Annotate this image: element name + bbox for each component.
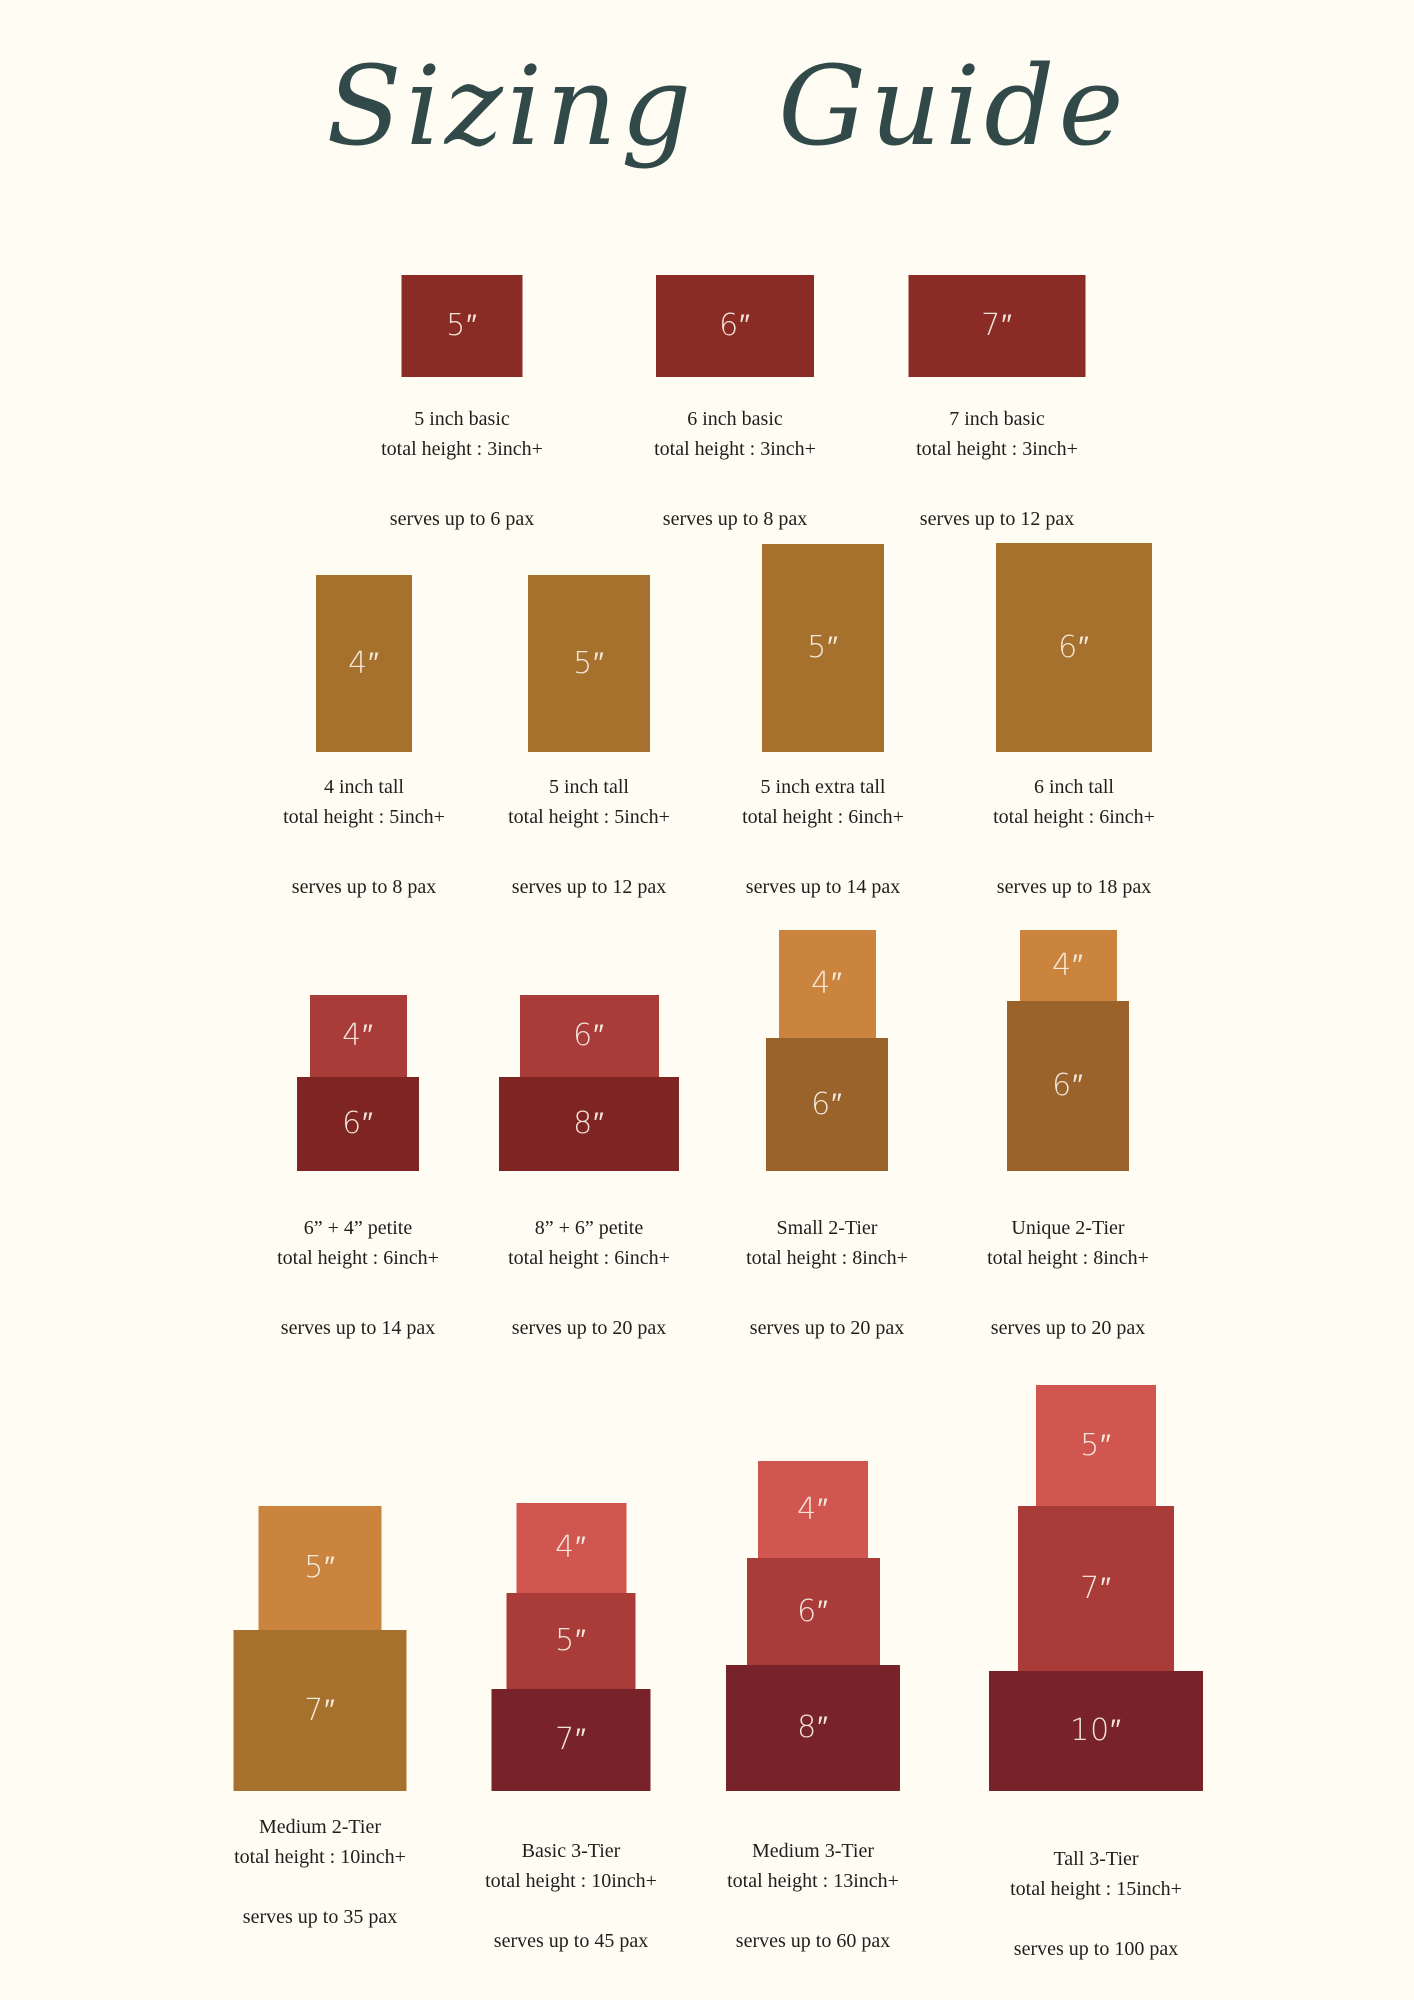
cake-name: 6 inch tall: [1034, 776, 1114, 798]
cake-name: 8” + 6” petite: [534, 1217, 644, 1239]
cake-5-inch-tall: [528, 575, 650, 752]
cake-tall-3-tier: [989, 1385, 1203, 1791]
cake-total-height: total height : 15inch+: [1010, 1878, 1182, 1900]
tier-size-label: 5″: [304, 1550, 336, 1585]
cake-serves: serves up to 18 pax: [996, 876, 1152, 898]
tier-size-label: 6″: [573, 1018, 605, 1053]
tier-size-label: 6″: [719, 308, 751, 343]
tier-size-label: 7″: [555, 1722, 587, 1757]
cake-name: Medium 3-Tier: [751, 1840, 875, 1862]
cake-total-height: total height : 3inch+: [381, 438, 543, 460]
tier-size-label: 5″: [807, 630, 839, 665]
cake-total-height: total height : 5inch+: [508, 806, 670, 828]
cake-serves: serves up to 12 pax: [919, 508, 1075, 530]
cake-total-height: total height : 3inch+: [654, 438, 816, 460]
tier-size-label: 6″: [797, 1593, 829, 1629]
cake-tier: [507, 1593, 636, 1689]
cake-tier: [297, 1077, 419, 1171]
cake-tier: [259, 1506, 382, 1630]
cake-serves: serves up to 8 pax: [662, 508, 808, 530]
cake-tier: [402, 275, 523, 377]
tier-size-label: 5″: [555, 1623, 587, 1658]
cake-serves: serves up to 60 pax: [735, 1930, 891, 1952]
cake-unique-2-tier: [1007, 930, 1129, 1171]
tier-size-label: 10″: [1070, 1713, 1122, 1748]
caption-6-inch-tall: [904, 772, 1244, 902]
cake-tier: [310, 995, 407, 1077]
cake-medium-2-tier: [234, 1506, 407, 1791]
tier-size-label: 5″: [1080, 1427, 1112, 1463]
cake-name: 6” + 4” petite: [303, 1217, 413, 1239]
cake-tier: [1007, 1001, 1129, 1171]
cake-tier: [766, 1038, 888, 1171]
cake-total-height: total height : 13inch+: [727, 1870, 899, 1892]
tier-size-label: 7″: [981, 308, 1013, 343]
cake-total-height: total height : 8inch+: [746, 1247, 908, 1269]
tier-size-label: 7″: [1080, 1570, 1112, 1606]
cake-total-height: total height : 6inch+: [993, 806, 1155, 828]
cake-medium-3-tier: [726, 1461, 900, 1791]
page-title: Sizing Guide: [326, 42, 1128, 170]
cake-tier: [234, 1630, 407, 1791]
tier-size-label: 4″: [555, 1530, 587, 1565]
cake-total-height: total height : 10inch+: [485, 1870, 657, 1892]
cake-tier: [520, 995, 659, 1077]
cake-serves: serves up to 14 pax: [280, 1317, 436, 1339]
cake-name: 4 inch tall: [324, 776, 404, 798]
cake-serves: serves up to 100 pax: [1013, 1938, 1179, 1960]
cake-total-height: total height : 6inch+: [277, 1247, 439, 1269]
tier-size-label: 4″: [348, 645, 380, 681]
cake-serves: serves up to 20 pax: [511, 1317, 667, 1339]
cake-total-height: total height : 3inch+: [916, 438, 1078, 460]
cake-tier: [726, 1665, 900, 1791]
cake-name: 6 inch basic: [687, 408, 783, 430]
tier-size-label: 4″: [797, 1491, 829, 1527]
cake-5-inch-extra-tall: [762, 544, 884, 752]
tier-size-label: 6″: [1052, 1068, 1084, 1103]
cake-total-height: total height : 5inch+: [283, 806, 445, 828]
tier-size-label: 8″: [797, 1710, 829, 1745]
cake-total-height: total height : 6inch+: [742, 806, 904, 828]
cake-tier: [1018, 1506, 1174, 1671]
cake-tier: [909, 275, 1086, 377]
cake-serves: serves up to 20 pax: [749, 1317, 905, 1339]
tier-size-label: 6″: [811, 1086, 843, 1122]
cake-tier: [779, 930, 876, 1038]
caption-7-inch-basic: [827, 404, 1167, 534]
cake-4-inch-tall: [316, 575, 412, 752]
cake-name: Tall 3-Tier: [1053, 1848, 1139, 1870]
cake-tier: [996, 543, 1152, 752]
cake-tier: [758, 1461, 868, 1558]
cake-serves: serves up to 45 pax: [493, 1930, 649, 1952]
cake-name: 5 inch tall: [549, 776, 629, 798]
cake-tier: [656, 275, 814, 377]
cake-tier: [528, 575, 650, 752]
cake-name: Small 2-Tier: [776, 1217, 878, 1239]
cake-tier: [989, 1671, 1203, 1791]
cake-8-6-petite: [499, 995, 679, 1171]
cake-serves: serves up to 12 pax: [511, 876, 667, 898]
cake-7-inch-basic: [909, 275, 1086, 377]
cake-tier: [762, 544, 884, 752]
caption-tall-3-tier: [926, 1844, 1266, 1964]
tier-size-label: 6″: [1058, 629, 1090, 665]
tier-size-label: 7″: [304, 1692, 336, 1728]
cake-tier: [316, 575, 412, 752]
tier-size-label: 4″: [1052, 947, 1084, 983]
cake-5-inch-basic: [402, 275, 523, 377]
cake-tier: [499, 1077, 679, 1171]
cake-serves: serves up to 8 pax: [291, 876, 437, 898]
cake-total-height: total height : 10inch+: [234, 1846, 406, 1868]
cake-serves: serves up to 14 pax: [745, 876, 901, 898]
tier-size-label: 4″: [342, 1018, 374, 1053]
cake-6-inch-basic: [656, 275, 814, 377]
cake-tier: [1036, 1385, 1156, 1506]
cake-tier: [516, 1503, 626, 1593]
cake-name: 7 inch basic: [949, 408, 1045, 430]
tier-size-label: 4″: [811, 966, 843, 1001]
cake-6-inch-tall: [996, 543, 1152, 752]
cake-name: Medium 2-Tier: [258, 1816, 382, 1838]
cake-tier: [1020, 930, 1117, 1001]
cake-small-2-tier: [766, 930, 888, 1171]
caption-unique-2-tier: [898, 1213, 1238, 1343]
cake-serves: serves up to 6 pax: [389, 508, 535, 530]
cake-total-height: total height : 8inch+: [987, 1247, 1149, 1269]
cake-serves: serves up to 35 pax: [242, 1906, 398, 1928]
cake-6-4-petite: [297, 995, 419, 1171]
cake-basic-3-tier: [492, 1503, 651, 1791]
cake-serves: serves up to 20 pax: [990, 1317, 1146, 1339]
cake-name: 5 inch basic: [414, 408, 510, 430]
cake-name: 5 inch extra tall: [760, 776, 886, 798]
cake-name: Basic 3-Tier: [521, 1840, 621, 1862]
tier-size-label: 8″: [573, 1106, 605, 1141]
tier-size-label: 6″: [342, 1106, 374, 1141]
cake-tier: [492, 1689, 651, 1791]
tier-size-label: 5″: [446, 308, 478, 343]
cake-total-height: total height : 6inch+: [508, 1247, 670, 1269]
cake-tier: [747, 1558, 880, 1665]
tier-size-label: 5″: [573, 645, 605, 681]
cake-name: Unique 2-Tier: [1011, 1217, 1125, 1239]
